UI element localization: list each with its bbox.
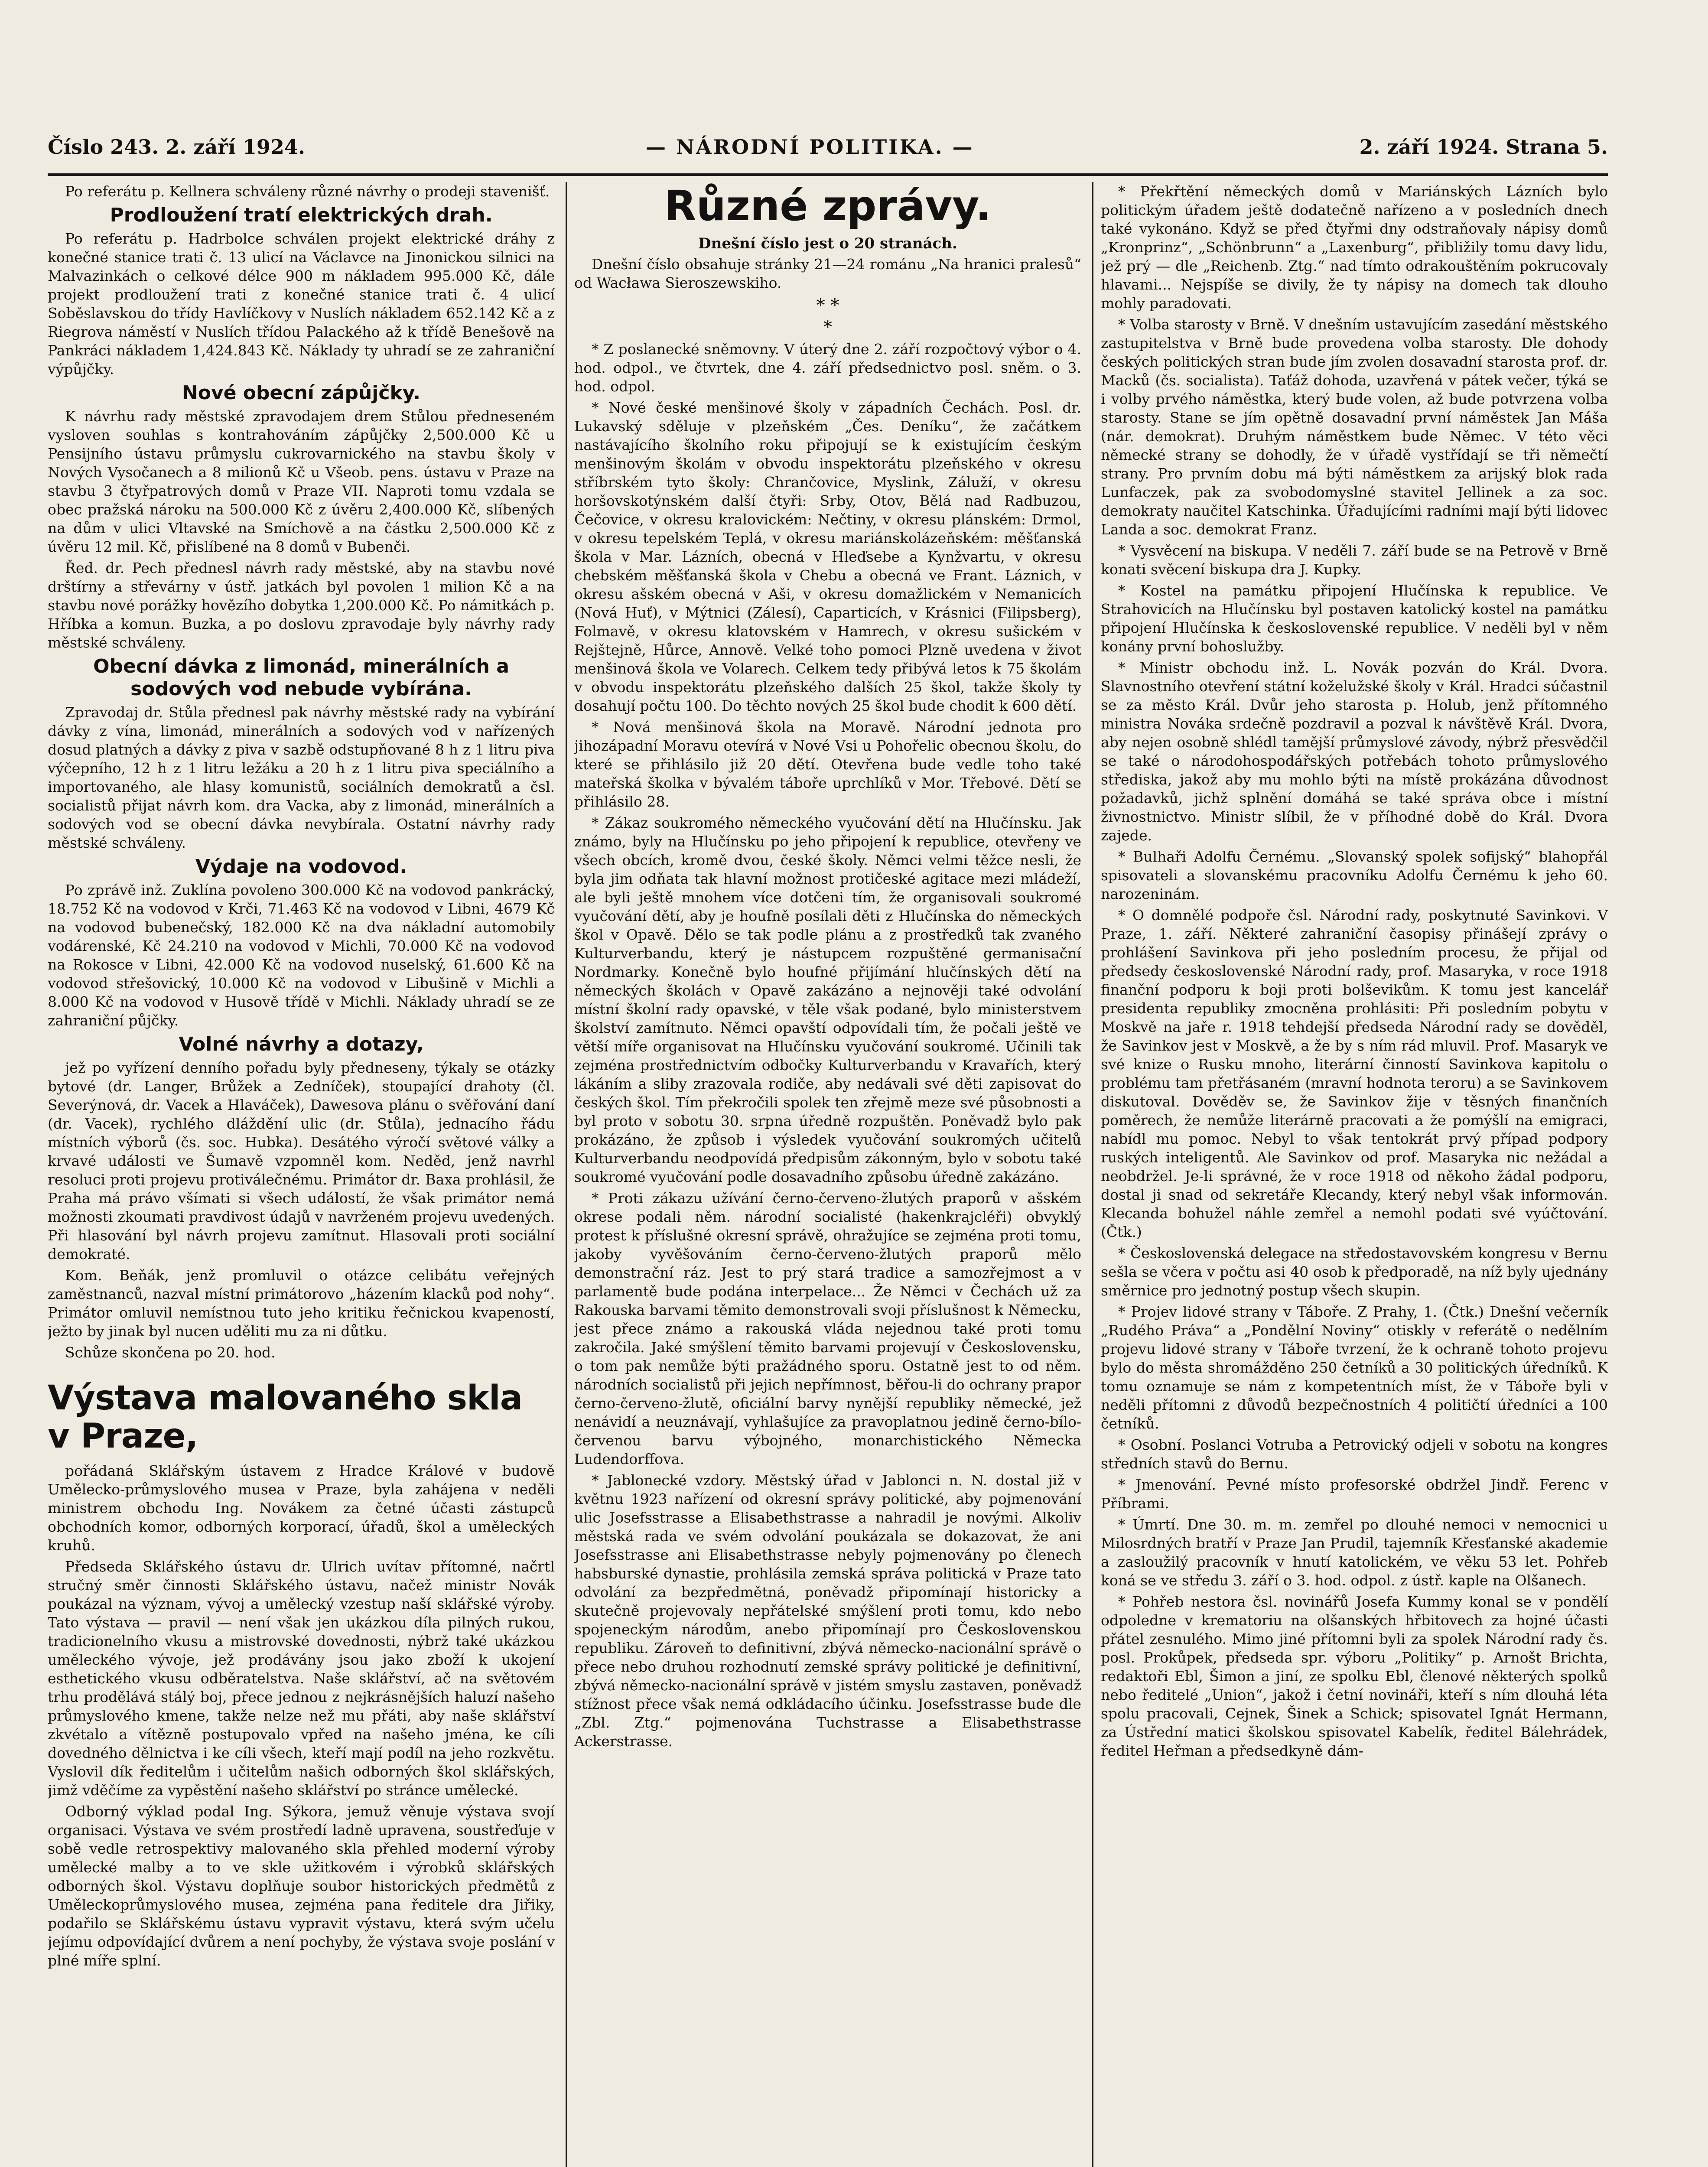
section-title: Různé zprávy. (664, 182, 992, 230)
page-header (48, 134, 1608, 176)
news-item: * Volba starosty v Brně. V dnešním ustavujícím zasedání městského zastupitelstva v Brně bude provedena volba starosty. Dle dohody českých politických stran bude jím zvolen dosavadní starosta prof. dr. Macků (čs. socialista). Taťáž dohoda, uzavřená v pátek večer, týká se i volby prvého náměstka, který bude volen, až bude potvrzena volba starosty. Stane se jím opětně dosavadní první náměstek Jan Máša (nár. demokrat). Druhým náměstkem bude Němec. V této věci německé strany se dohodly, že v úřadě vystřídají se tři němečtí strany. Pro prvním dobu má býti náměstkem za arijský blok rada Lunfaczek, pak za svobodomyslné stavitel Jellinek a za soc. demokraty naučitel Katschinka. Úřadujícími radními mají býti lidovec Landa a soc. demokrat Franz. (1101, 316, 1608, 538)
news-item: * Úmrtí. Dne 30. m. m. zemřel po dlouhé nemoci v nemocnici u Milosrdných bratří v Praze Jan Prudil, tajemník Křesťanské akademie a zasloužilý pracovník v hnutí katolickém, ve věku 53 let. Pohřeb koná se ve středu 3. září o 3. hod. odpol. z ústř. kaple na Olšanech. (1101, 1516, 1608, 1589)
news-item: * Proti zákazu užívání černo-červeno-žlutých praporů v ašském okrese podali něm. národní socialisté (hakenkrajcléři) obvyklý protest k příslušné okresní správě, ohražujíce se zejména proti tomu, jakoby vyvěšováním černo-červeno-žlutých praporů mělo demonstrační ráz. Jest to prý stará tradice a samozřejmost a v parlamentě bude podána interpelace... Že Němci v Čechách už za Rakouska barvami těmito demonstrovali svoji příslušnost k Německu, jest přece známo a rakouská vláda nejednou také proti tomu zakročila. Jaké smýšlení těmito barvami projevují v Československu, o tom pak nemůže býti pražádného sporu. Ostatně jest to od něm. národních socialistů při jejich nepřímnost, běřou-li do ochrany prapor černo-červeno-žlutě, oficiální barvy nynější republiky německé, jež nenávidí a neuznávají, vyhlašujíce za pravoplatnou jedině černo-bílo-červenou barvu výbojného, monarchistického Německa Ludendorffova. (574, 1190, 1081, 1467)
news-item: * Osobní. Poslanci Votruba a Petrovický odjeli v sobotu na kongres středních stavů do Bernu. (1101, 1436, 1608, 1472)
newspaper-page (48, 134, 1608, 2167)
section-heading: Výdaje na vodovod. (195, 856, 407, 878)
news-item: * Kostel na památku připojení Hlučínska k republice. Ve Strahovicích na Hlučínsku byl postaven katolický kostel na památku připojení Hlučínska k československé republice. V neděli byl v něm konány první bohoslužby. (1101, 582, 1608, 655)
section-heading: Prodloužení tratí elektrických drah. (110, 204, 493, 226)
section-heading: Nové obecní zápůjčky. (182, 382, 421, 404)
column-2 (574, 182, 1081, 2167)
news-item: * Zákaz soukromého německého vyučování dětí na Hlučínsku. Jak známo, byly na Hlučínsku po jeho připojení k republice, otevřeny ve všech obcích, kromě dvou, české školy. Němci velmi těžce nesli, že byla jim odňata tak hlavní možnost protičeské agitace mezi mládeží, ale byli ještě mnohem více dotčeni tím, že organisovali soukromé vyučování dětí, aby je houfně posílali děti z Hlučínska do německých škol v Opavě. Dělo se tak podle plánu a z prostředků tak zvaného Kulturverbandu, který je nástupcem rozpuštěné germanisační Nordmarky. Konečně bylo houfné přijímání hlučínských dětí na německých školách v Opavě zakázáno a nejnověji také odvolání místní školní rady opavské, v těle však podané, bylo ministerstvem školství zamítnuto. Němci opavští odpovídali tím, že počali ještě ve větší míře organisovat na Hlučínsku vyučování soukromé. Učinili tak zejména prostřednictvím odbočky Kulturverbandu v Kravařích, který lákáním a sliby zrazovala rodiče, aby nedávali své děti zapisovat do českých škol. Tím překročili spolek ten zřejmě meze své působnosti a byl proto v sobotu 30. srpna úředně rozpuštěn. Poněvadž bylo pak prokázáno, že způsob i výsledek vyučování soukromých učitelů Kulturverbandu neodpovídá předpisům zákonným, bylo v sobotu také soukromé vyučování podle dosavadního způsobu úředně zakázáno. (574, 814, 1081, 1185)
column-1 (48, 182, 555, 2167)
news-item: * Československá delegace na středostavovském kongresu v Bernu sešla se včera v počtu asi 40 osob k předporadě, na níž byly ujednány směrnice pro jednotný postup všech skupin. (1101, 1245, 1608, 1299)
news-item: * Jmenování. Pevné místo profesorské obdržel Jindř. Ferenc v Příbrami. (1101, 1476, 1608, 1512)
article-paragraph: Po referátu p. Hadrbolce schválen projekt elektrické dráhy z konečné stanice trati č. 13 ulicí na Václavce na Jinonickou silnici na Malvazinkách o celkové délce 900 m nákladem 995.000 Kč, dále projekt prodloužení trati z konečné stanice trati č. 4 ulicí Soběslavskou do třídy Havlíčkovy v Nuslích nákladem 652.142 Kč a z Riegrova náměstí v Nuslích třídou Palackého až k třídě Benešově na Pankráci nákladem 1,424.843 Kč. Náklady ty uhradí se ze zahraniční výpůjčky. (48, 230, 555, 377)
masthead: — NÁRODNÍ POLITIKA. — (646, 135, 974, 159)
article-paragraph: Předseda Sklářského ústavu dr. Ulrich uvítav přítomné, načrtl stručný směr činnosti Sklářského ústavu, načež ministr Novák poukázal na význam, vývoj a umělecký vzestup naší sklářské výroby. Tato výstava — pravil — není však jen ukázkou díla pilných rukou, tradicionelního vkusu a mistrovské dovednosti, nýbrž také ukázkou uměleckého vývoje, jež prodávány jsou jako zboží k ukojení esthetického vkusu odběratelstva. Naše sklářství, ač na světovém trhu prodělává stálý boj, přece jednou z nejkrásnějších haluzí našeho průmyslového kmene, takže nelze než mu přáti, aby naše sklářství zkvétalo a vítězně postupovalo vpřed na našeho jména, ke cíli dovedného dělnictva i ke cíli všech, kteří mají podíl na jeho rozkvětu. Vyslovil dík ředitelům i učitelům našich odborných škol sklářských, jimž vděčíme za vypěstění našeho sklářství po stránce umělecké. (48, 1558, 555, 1799)
column-divider-1 (566, 182, 567, 2167)
news-item: * O domnělé podpoře čsl. Národní rady, poskytnuté Savinkovi. V Praze, 1. září. Některé zahraniční časopisy přinášejí zprávy o prohlášení Savinkova při jeho posledním procesu, že přijal od předsedy československé Národní rady, prof. Masaryka, v roce 1918 finanční podporu k boji proti bolševikům. K tomu jest kancelář presidenta republiky zmocněna prohlásiti: Při posledním pobytu v Moskvě na jaře r. 1918 tehdejší předseda Národní rady se dověděl, že Savinkov jest v Moskvě, a že by s ním rád mluvil. Prof. Masaryk ve své knize o Rusku mnoho, literární činností Savinkova kapitolu o problému tam přetřásaném (mravní hodnota teroru) a se Savinkovem diskutoval. Dověděv se, že Savinkov žije v těsných finančních poměrech, že nemůže literárně pracovati a že pomýšlí na emigraci, nabídl mu pomoc. Nebyl to však tentokrát prvý případ podpory ruských inteligentů. Ale Savinkov od prof. Masaryka nic nežádal a neobdržel. Je-li správné, že v roce 1918 od někoho žádal podporu, dostal ji snad od sekretáře Klecandy, který nebyl však informován. Klecanda bohužel náhle zemřel a nemohl podati své vyúčtování. (Čtk.) (1101, 907, 1608, 1240)
article-paragraph: Po referátu p. Kellnera schváleny různé návrhy o prodeji stavenišť. (65, 183, 550, 200)
news-item: * Bulhaři Adolfu Černému. „Slovanský spolek sofijský“ blahopřál spisovateli a slovanskému pracovníku Adolfu Černému k jeho 60. narozeninám. (1101, 848, 1608, 902)
issue-info: Číslo 243. 2. září 1924. (48, 135, 305, 159)
article-paragraph: Řed. dr. Pech přednesl návrh rady městské, aby na stavbu nové drštírny a střevárny v ústř. jatkách byl povolen 1 milion Kč a na stavbu nové porážky hovězího dobytka 1,200.000 Kč. Po námitkách p. Hříbka a komun. Buzka, a po doslovu zpravodaje byly návrhy rady městské schváleny. (48, 560, 555, 651)
news-item: * Pohřeb nestora čsl. novinářů Josefa Kummy konal se v pondělí odpoledne v krematoriu na olšanských hřbitovech za hojné účasti přátel zesnulého. Mimo jiné přítomni byli za spolek Národní rady čs. posl. Prokůpek, předseda spr. výboru „Politiky“ p. Arnošt Brichta, redaktoři Ebl, Šimon a jiní, ze spolku Ebl, členové některých spolků nebo ředitelé „Union“, jakož i četní novináři, kteří s ním dlouhá léta spolu pracovali, Cejnek, Šinek a Schick; spisovatel Ignát Hermann, za Ústřední matici školskou spisovatel Kabelík, ředitel Bálehrádek, ředitel Heřman a předsedkyně dám- (1101, 1593, 1608, 1759)
page-number: 2. září 1924. Strana 5. (1359, 135, 1608, 159)
news-item: * Vysvěcení na biskupa. V neděli 7. září bude se na Petrově v Brně konati svěcení biskupa dra J. Kupky. (1101, 542, 1608, 578)
news-item: * Nová menšinová škola na Moravě. Národní jednota pro jihozápadní Moravu otevírá v Nové Vsi u Pohořelic obecnou školu, do které se přihlásilo již 20 dětí. Otevřena bude vedle toho také mateřská školka v bývalém táboře uprchlíků v Mor. Třebové. Dětí se přihlásilo 28. (574, 719, 1081, 810)
news-item: * Projev lidové strany v Táboře. Z Prahy, 1. (Čtk.) Dnešní večerník „Rudého Práva“ a „Pondělní Noviny“ otiskly v referátě o nedělním projevu lidové strany v Táboře tvrzení, že k ochraně tohoto projevu bylo do města shromážděno 250 četníků a 30 politických úředníků. K tomu oznamuje se nám z kompetentních míst, že v Táboře byli v neděli přítomni z důvodů bezpečnostních 4 političtí úředníci a 100 četníků. (1101, 1303, 1608, 1432)
article-paragraph: Dnešní číslo obsahuje stránky 21—24 románu „Na hranici pralesů“ od Wacława Sieroszewskiho. (574, 256, 1081, 291)
column-divider-2 (1092, 182, 1093, 2167)
news-item: * Nové české menšinové školy v západních Čechách. Posl. dr. Lukavský sděluje v plzeňském „Čes. Deníku“, že začátkem nastávajícího školního roku připojují se k existujícím českým menšinovým školám v obvodu inspektorátu plzeňského v okresu stříbrském tyto školy: Chrančovice, Myslink, Záluží, v okresu horšovskotýnském další čtyři: Srby, Otov, Bělá nad Radbuzou, Čečovice, v okresu kralovickém: Nečtiny, v okresu plánském: Drmol, v okresu tepelském Teplá, v okresu mariánskolázeňském: měšťanská škola v Mar. Lázních, obecná v Hleďsebe a Kynžvartu, v okresu chebském měšťanská škola v Chebu a obecná ve Frant. Láznich, v okresu ašském obecná v Aši, v okresu domažlickém v Nemanicích (Nová Huť), v Mýtnici (Zálesí), Caparticích, v Krásnici (Filipsberg), Folmavě, v okresu klatovském v Hamrech, v okresu sušickém v Rejštejně, Hůrce, Annově. Velké toho pomoci Plzně uvedena v život menšinová škola ve Volarech. Celkem tedy přibývá letos k 75 školám v obvodu inspektorátu plzeňského dalších 25 škol, takže školy ty dosahují počtu 100. Do těchto nových 25 škol bude chodit k 600 dětí. (574, 399, 1081, 714)
news-item: * Překřtění německých domů v Mariánských Lázních bylo politickým úřadem ještě dodatečně nařízeno a v posledních dnech také vykonáno. Když se před čtyřmi dny odstraňovaly nápisy domů „Kronprinz“, „Schönbrunn“ a „Laxenburg“, přibližily tomu davy lidu, jež prý — dle „Reichenb. Ztg.“ nad tímto odrakouštěním pokrucovaly hlavami... Nejspíše se divily, že ty nápisy na domech tak dlouho mohly paradovati. (1101, 183, 1608, 312)
article-paragraph: K návrhu rady městské zpravodajem drem Stůlou předneseném vysloven souhlas s kontrahováním zápůjčky 2,500.000 Kč u Pensijního ústavu průmyslu cukrovarnického na stavbu školy v Nových Vysočanech a 8 milionů Kč u Všeob. pens. ústavu v Praze na stavbu 3 čtyřpatrových domů v Praze VII. Naproti tomu vzdala se obec pražská nároku na 500.000 Kč z úvěru 2,400.000 Kč, slíbených na dům v ulici Vltavské na Smíchově a na částku 2,500.000 Kč z úvěru 12 mil. Kč, přislíbené na 8 domů v Bubenči. (48, 408, 555, 555)
section-heading: Volné návrhy a dotazy, (179, 1033, 424, 1055)
article-paragraph: jež po vyřízení denního pořadu byly předneseny, týkaly se otázky bytové (dr. Langer, Brůžek a Zedníček), stoupající drahoty (čl. Severýnová, dr. Vacek a Hlaváček), Dawesova plánu o svěřování daní (dr. Vacek), rychlého dláždění ulic (dr. Stůla), jednacího řádu místních výborů (čs. soc. Hubka). Desátého výročí světové války a krvavé události ve Šumavě vzpomněl kom. Neděd, jenž navrhl resoluci proti projevu protiválečnému. Primátor dr. Baxa prohlásil, že Praha má právo všímati si všech událostí, že však primátor nemá možnosti zkoumati pravdivost údajů v navrženém projevu uvedených. Při hlasování byl návrh projevu zamítnut. Hlasovali proti sociální demokraté. (48, 1059, 555, 1262)
section-heading: Obecní dávka z limonád, minerálních a sodových vod nebude vybírána. (93, 655, 509, 700)
article-paragraph: Zpravodaj dr. Stůla přednesl pak návrhy městské rady na vybírání dávky z vína, limonád, minerálních a sodových vod v nařízených dosud platných a dávky z piva v sazbě odstupňované 8 h z 1 litru piva výčepního, 12 h z 1 litru ležáku a 20 h z 1 litru piva speciálního a importovaného, ale hlasy komunistů, sociálních demokratů a čsl. socialistů přijat návrh kom. dra Vacka, aby z limonád, minerálních a sodových vod se obecní dávka nevybírala. Ostatní návrhy rady městské schváleny. (48, 704, 555, 851)
article-paragraph: Po zprávě inž. Zuklína povoleno 300.000 Kč na vodovod pankrácký, 18.752 Kč na vodovod v Krči, 71.463 Kč na vodovod v Libni, 4679 Kč na vodovod bubenečský, 182.000 Kč na dva nákladní automobily vodárenské, Kč 24.210 na vodovod v Michli, 70.000 Kč na vodovod na Rokosce v Libni, 42.000 Kč na vodovod nuselský, 61.600 Kč na vodovod střešovický, 10.000 Kč na vodovod v Libušině v Michli a 8.000 Kč na vodovod v Husově třídě v Michli. Náklady uhradí se ze zahraniční půjčky. (48, 882, 555, 1029)
article-paragraph: Kom. Beňák, jenž promluvil o otázce celibátu veřejných zaměstnanců, nazval místní primátorovo „házením klacků pod nohy“. Primátor omluvil nemístnou tuto jeho kritiku řečnickou kvapeností, ježto by jinak byl nucen uděliti mu za ni důtku. (48, 1267, 555, 1340)
news-item: * Jablonecké vzdory. Městský úřad v Jablonci n. N. dostal již v květnu 1923 nařízení od okresní správy politické, aby pojmenování ulic Josefsstrasse a Elisabethstrasse a nahradil je novými. Alkoliv městská rada ve svém odvolání poukázala se dokazovat, že ani Josefsstrasse ani Elisabethstrasse nebyly pojmenovány po členech habsburské dynastie, prohlásila zemská správa politická v Praze tato odvolání za bezpředmětná, poněvadž připomínají historicky a skutečně projevovaly nepřátelské smýšlení proti tomu, kdo nebo spojeneckým národům, anebo připomínají pro Československou republiku. Zároveň to definitivní, zbývá německo-nacionální správě o přece nebo druhou rozhodnutí zemské správy politické je definitivní, zbývá německo-nacionální správě v jistém smyslu zastaven, poněvadž stížnost přece však nemá odkládacího účinku. Josefsstrasse bude dle „Zbl. Ztg.“ pojmenována Tuchstrasse a Elisabethstrasse Ackerstrasse. (574, 1472, 1081, 1750)
section-subtitle: Dnešní číslo jest o 20 stranách. (698, 235, 957, 252)
article-paragraph: Odborný výklad podal Ing. Sýkora, jemuž věnuje výstava svojí organisaci. Výstava ve svém prostředí ladně upravena, soustřeďuje v sobě vedle retrospektivy malovaného skla přehled moderní výroby umělecké malby a to ve skle užitkovém i výrobků sklářských odborných škol. Výstavu doplňuje soubor historických předmětů z Uměleckoprůmyslového musea, zejména pana ředitele dra Jiřiky, podařilo se Sklářskému ústavu vypravit výstavu, která svým učelu jejímu odpovídající dvůrem a není pochyby, že výstava svoje poslání v plné míře splní. (48, 1803, 555, 1969)
separator-stars: * * * (816, 296, 839, 337)
article-headline: Výstava malovaného skla v Praze, (48, 1379, 523, 1456)
article-paragraph: pořádaná Sklářským ústavem z Hradce Králové v budově Umělecko-průmyslového musea v Praze, byla zahájena v neděli ministrem obchodu Ing. Novákem za četné účasti zástupců obchodních komor, odborných korporací, úřadů, škol a uměleckých kruhů. (48, 1462, 555, 1554)
article-paragraph: Schůze skončena po 20. hod. (65, 1344, 276, 1361)
news-item: * Z poslanecké sněmovny. V úterý dne 2. září rozpočtový výbor o 4. hod. odpol., ve čtvrtek, dne 4. září předsednictvo posl. sněm. o 3. hod. odpol. (574, 341, 1081, 395)
news-item: * Ministr obchodu inž. L. Novák pozván do Král. Dvora. Slavnostního otevření státní koželužské školy v Král. Hradci súčastnil se za město Král. Dvůr jeho starosta p. Holub, jenž přítomného ministra Nováka srdečně pozdravil a pozval k návštěvě Král. Dvora, aby nejen osobně shlédl tamější průmyslové závody, nýbrž přesvědčil se také o národohospodářských potřebách tohoto průmyslového střediska, jakož aby mu mohlo býti na místě prokázána důvodnost požadavků, jichž splnění domáhá se také správa obce i místní živnostnictvo. Ministr slíbil, že v příhodné době do Král. Dvora zajede. (1101, 659, 1608, 844)
column-3 (1101, 182, 1608, 2167)
